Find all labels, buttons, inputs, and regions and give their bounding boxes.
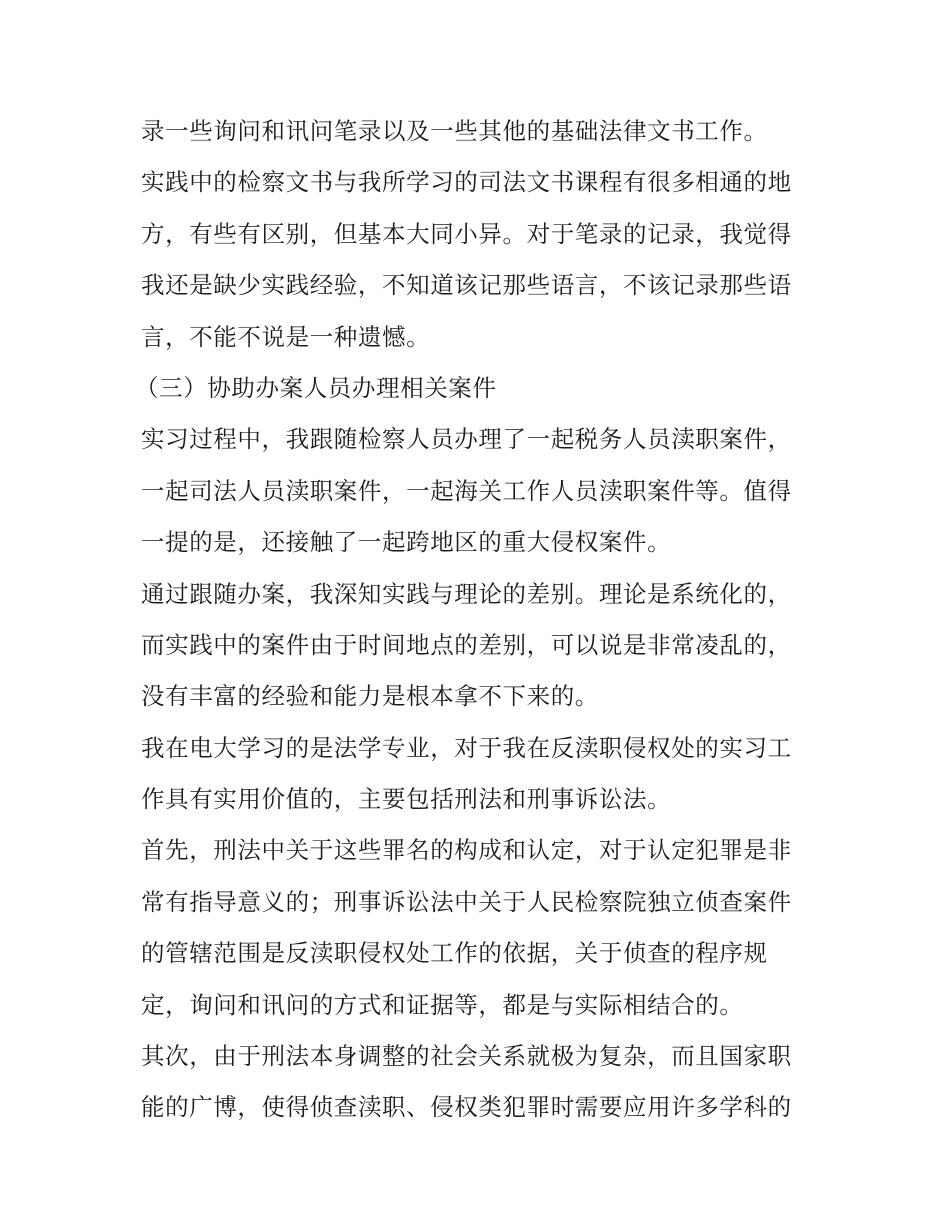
text-line: 定，询问和讯问的方式和证据等，都是与实际相结合的。 — [141, 990, 744, 1019]
text-line: 而实践中的案件由于时间地点的差别，可以说是非常凌乱的， — [141, 630, 792, 659]
text-line: 的管辖范围是反渎职侵权处工作的依据，关于侦查的程序规 — [141, 939, 768, 968]
text-line: 方，有些有区别，但基本大同小异。对于笔录的记录，我觉得 — [141, 219, 792, 248]
body-text — [135, 106, 821, 1134]
section-heading: （三）协助办案人员办理相关案件 — [135, 373, 497, 402]
text-line: 实习过程中，我跟随检察人员办理了一起税务人员渎职案件， — [141, 425, 792, 454]
text-line: 常有指导意义的；刑事诉讼法中关于人民检察院独立侦查案件 — [141, 887, 792, 916]
text-line: 实践中的检察文书与我所学习的司法文书课程有很多相通的地 — [141, 168, 792, 197]
text-line: 能的广博，使得侦查渎职、侵权类犯罪时需要应用许多学科的 — [141, 1093, 792, 1122]
text-line: 一起司法人员渎职案件，一起海关工作人员渎职案件等。值得 — [141, 476, 792, 505]
text-line: 首先，刑法中关于这些罪名的构成和认定，对于认定犯罪是非 — [141, 836, 792, 865]
text-line: 作具有实用价值的，主要包括刑法和刑事诉讼法。 — [141, 785, 672, 814]
text-line: 通过跟随办案，我深知实践与理论的差别。理论是系统化的， — [141, 579, 792, 608]
text-line: 没有丰富的经验和能力是根本拿不下来的。 — [141, 682, 599, 711]
text-line: 我还是缺少实践经验，不知道该记那些语言，不该记录那些语 — [141, 271, 792, 300]
text-line: 录一些询问和讯问笔录以及一些其他的基础法律文书工作。 — [141, 117, 768, 145]
text-line: 其次，由于刑法本身调整的社会关系就极为复杂，而且国家职 — [141, 1042, 792, 1071]
text-line: 一提的是，还接触了一起跨地区的重大侵权案件。 — [141, 528, 672, 557]
text-line: 言，不能不说是一种遗憾。 — [141, 322, 431, 351]
text-line: 我在电大学习的是法学专业，对于我在反渎职侵权处的实习工 — [141, 733, 792, 762]
